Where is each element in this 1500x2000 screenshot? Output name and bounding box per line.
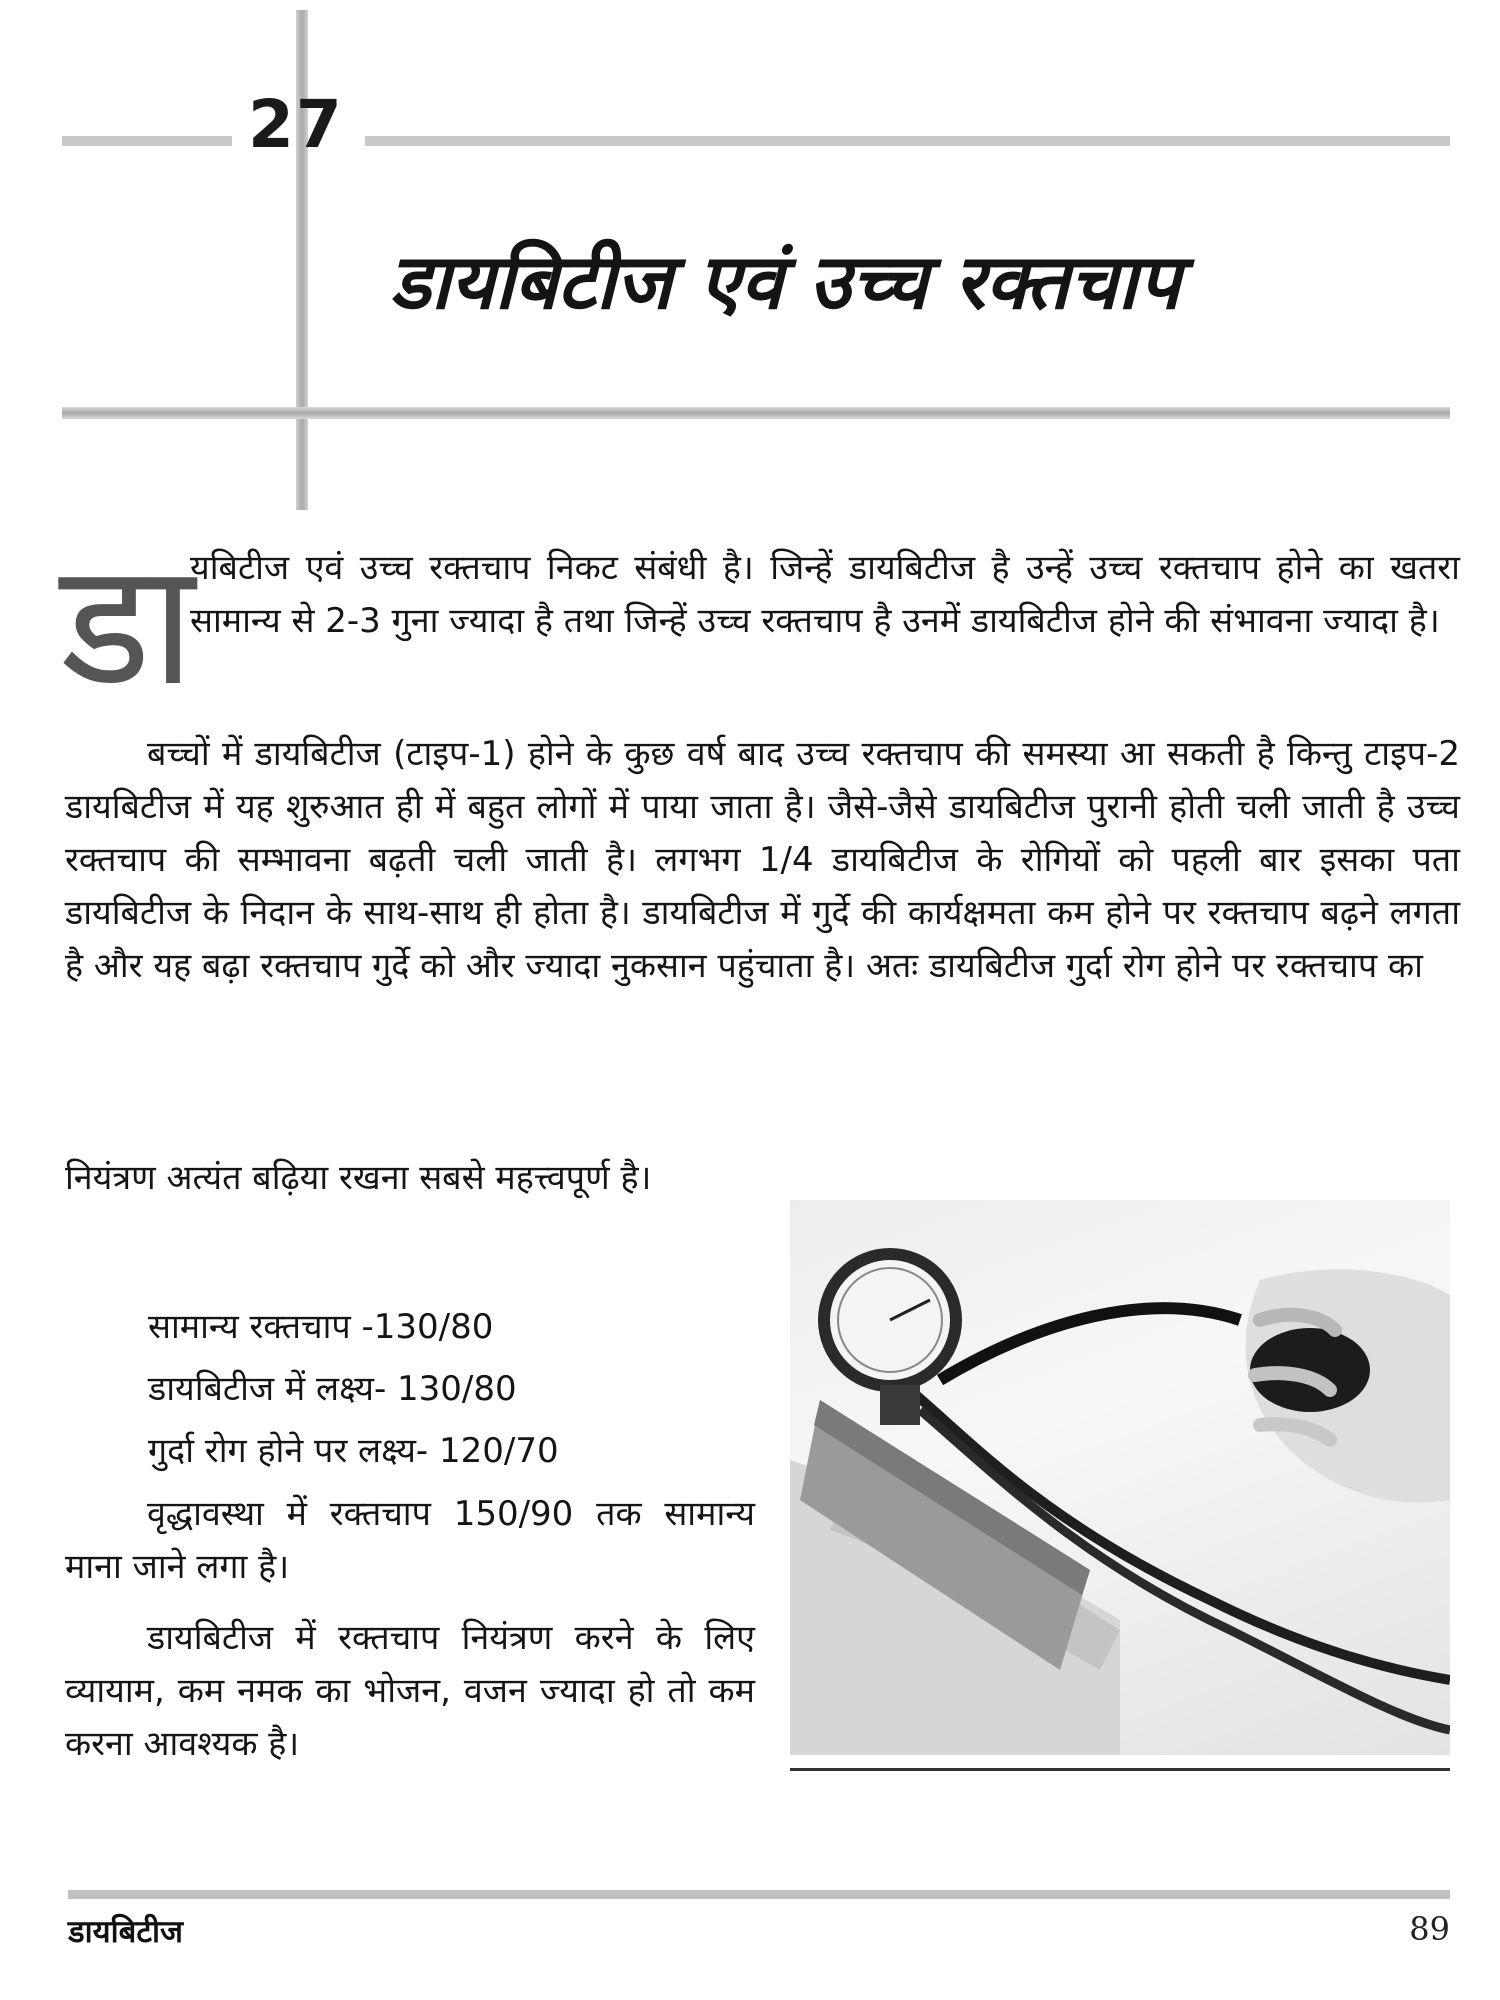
blood-pressure-cuff-icon — [790, 1200, 1450, 1755]
bp-target-normal: सामान्य रक्तचाप -130/80 — [148, 1307, 494, 1347]
header-rule-left — [62, 136, 232, 146]
paragraph-type-diabetes: बच्चों में डायबिटीज (टाइप-1) होने के कुछ वर्ष बाद उच्च रक्तचाप की समस्या आ सकती है किन्तु टाइप-2 डायबिटीज में यह शुरुआत ही में बहुत लोगों में पाया जाता है। जैसे-जैसे डायबिटीज पुरानी होती चली जाती है उच्च रक्तचाप की सम्भावना बढ़ती चली जाती है। लगभग 1/4 डायबिटीज के रोगियों को पहली बार इसका पता डायबिटीज के निदान के साथ-साथ ही होता है। डायबिटीज में गुर्दे की कार्यक्षमता कम होने पर रक्तचाप बढ़ने लगता है और यह बढ़ा रक्तचाप गुर्दे को और ज्यादा नुकसान पहुंचाता है। अतः डायबिटीज गुर्दा रोग होने पर रक्तचाप का — [65, 734, 1460, 986]
paragraph-lifestyle: डायबिटीज में रक्तचाप नियंत्रण करने के लिए व्यायाम, कम नमक का भोजन, वजन ज्यादा हो तो कम करना आवश्यक है। — [65, 1618, 755, 1764]
bp-target-list — [148, 1296, 768, 1482]
title-underline-rule — [62, 407, 1450, 419]
page-number: 89 — [1409, 1910, 1450, 1948]
paragraph-control: नियंत्रण अत्यंत बढ़िया रखना सबसे महत्त्वपूर्ण है। — [65, 1158, 652, 1198]
paragraph-elderly: वृद्धावस्था में रक्तचाप 150/90 तक सामान्य माना जाने लगा है। — [65, 1494, 755, 1587]
running-footer-title: डायबिटीज — [68, 1914, 183, 1950]
blood-pressure-photo — [790, 1200, 1450, 1755]
photo-underline — [790, 1768, 1450, 1771]
header-rule-right — [365, 136, 1450, 146]
vertical-divider — [296, 10, 308, 510]
chapter-title: डायबिटीज एवं उच्च रक्तचाप — [390, 237, 1181, 326]
bp-target-kidney: गुर्दा रोग होने पर लक्ष्य- 120/70 — [148, 1431, 559, 1471]
footer-rule — [68, 1890, 1450, 1899]
bp-target-diabetes: डायबिटीज में लक्ष्य- 130/80 — [148, 1369, 517, 1409]
chapter-number: 27 — [248, 86, 344, 163]
paragraph-intro: यबिटीज एवं उच्च रक्तचाप निकट संबंधी है। जिन्हें डायबिटीज है उन्हें उच्च रक्तचाप होने का खतरा सामान्य से 2-3 गुना ज्यादा है तथा जिन्हें उच्च रक्तचाप है उनमें डायबिटीज होने की संभावना ज्यादा है। — [190, 548, 1460, 641]
drop-cap: डा — [60, 526, 195, 724]
